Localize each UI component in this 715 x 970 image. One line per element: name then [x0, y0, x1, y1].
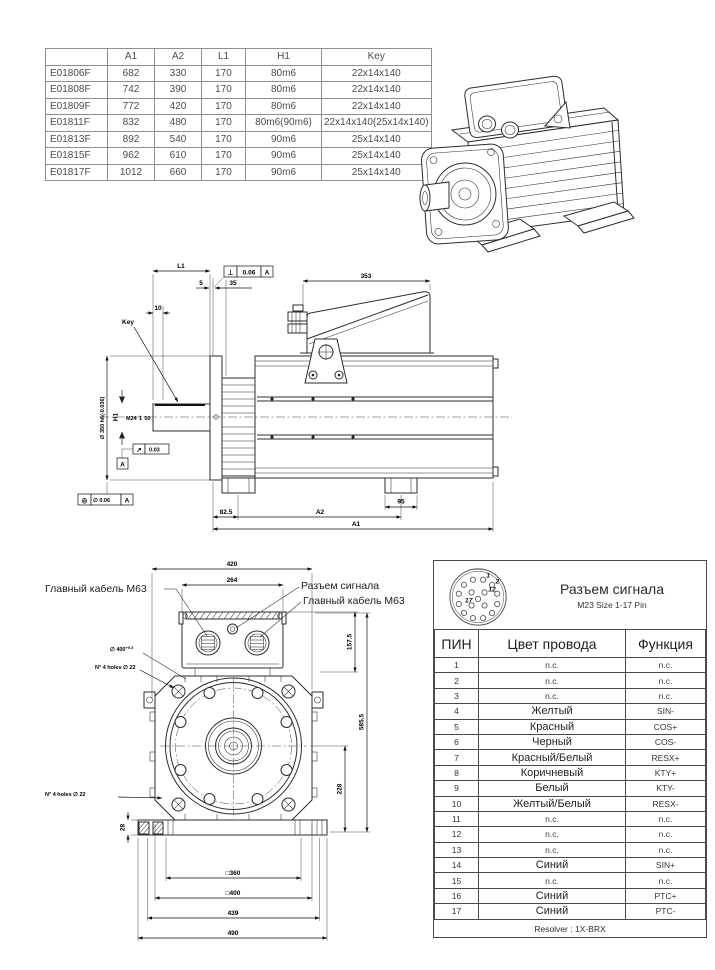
label-holes-bottom: N° 4 holes ∅ 22	[45, 792, 86, 798]
column-header: Key	[322, 49, 432, 66]
table-cell: n.c.	[479, 842, 626, 857]
iso-shaft	[420, 182, 449, 211]
concentricity-symbol: ◎	[81, 497, 88, 505]
side-view-drawing	[40, 256, 520, 548]
motor-isometric-drawing	[415, 70, 710, 265]
table-cell: COS-	[626, 734, 706, 749]
table-cell: PTC+	[626, 888, 706, 903]
connector-pin2-label: 2	[495, 577, 500, 585]
thread-spec: M24 ↧ 50	[126, 416, 151, 422]
table-cell: E01815F	[46, 148, 108, 165]
table-row	[435, 719, 706, 734]
column-header: Цвет провода	[479, 630, 626, 658]
label-holes-top: N° 4 holes ∅ 22	[95, 665, 136, 671]
table-cell: Коричневый	[479, 765, 626, 780]
table-cell: 17	[435, 904, 479, 919]
table-cell: 5	[435, 719, 479, 734]
table-cell: 10	[435, 796, 479, 811]
table-cell: n.c.	[626, 688, 706, 703]
label-signal-connector: Разъем сигнала	[301, 580, 380, 592]
table-cell: 22x14x140	[322, 98, 432, 115]
header-row	[46, 49, 432, 66]
table-cell: n.c.	[479, 873, 626, 888]
table-cell: 3	[435, 688, 479, 703]
dim-82-5: 82.5	[219, 509, 233, 516]
label-main-cable-right: Главный кабель M63	[303, 595, 405, 607]
table-cell: 170	[202, 148, 246, 165]
table-row	[435, 704, 706, 719]
table-cell: 90m6	[246, 148, 322, 165]
table-cell: Белый	[479, 781, 626, 796]
table-cell: KTY+	[626, 765, 706, 780]
table-cell: KTY-	[626, 781, 706, 796]
table-cell: n.c.	[626, 658, 706, 673]
dim-28: 28	[119, 823, 127, 832]
table-cell: Синий	[479, 904, 626, 919]
table-cell: E01806F	[46, 65, 108, 82]
table-cell: n.c.	[626, 827, 706, 842]
table-cell: 962	[108, 148, 155, 165]
dim-95: 95	[397, 498, 405, 506]
dim-a2: A2	[315, 509, 325, 516]
perpendicularity-symbol: ⊥	[227, 269, 234, 277]
table-row	[435, 673, 706, 688]
connector-title: Разъем сигнала	[559, 581, 665, 597]
table-row	[46, 98, 432, 115]
table-cell: RESX-	[626, 796, 706, 811]
column-header: H1	[246, 49, 322, 66]
dim-a1: A1	[351, 521, 361, 528]
table-cell: Желтый/Белый	[479, 796, 626, 811]
table-cell: E01809F	[46, 98, 108, 115]
dim-228: 228	[336, 783, 344, 795]
table-cell: SIN-	[626, 704, 706, 719]
table-row	[435, 904, 706, 919]
table-cell: 170	[202, 115, 246, 132]
table-cell: 832	[108, 115, 155, 132]
table-cell: Красный/Белый	[479, 750, 626, 765]
dim-420: 420	[226, 561, 238, 568]
dim-264: 264	[226, 577, 238, 584]
table-cell: 1	[435, 658, 479, 673]
table-cell: 170	[202, 82, 246, 99]
column-header: L1	[202, 49, 246, 66]
key-label: Key	[122, 319, 134, 326]
table-cell: 11	[435, 811, 479, 826]
dim-5: 5	[199, 280, 203, 287]
table-row	[46, 115, 432, 132]
header-row	[435, 630, 706, 658]
table-cell: E01813F	[46, 131, 108, 148]
table-cell: 610	[155, 148, 202, 165]
table-cell: n.c.	[626, 673, 706, 688]
pin-table	[434, 629, 706, 920]
table-cell: 330	[155, 65, 202, 82]
table-cell: 80m6	[246, 65, 322, 82]
table-cell: 7	[435, 750, 479, 765]
table-row	[435, 688, 706, 703]
front-junction-box	[179, 612, 286, 676]
table-cell: 90m6	[246, 164, 322, 181]
table-cell: 170	[202, 98, 246, 115]
table-row	[435, 873, 706, 888]
table-cell: 390	[155, 82, 202, 99]
table-row	[46, 148, 432, 165]
table-cell: 25x14x140	[322, 164, 432, 181]
label-spigot-diameter: ∅ $400^{+0.3}$	[110, 645, 134, 653]
table-cell: n.c.	[479, 658, 626, 673]
table-cell: n.c.	[479, 688, 626, 703]
table-cell: 892	[108, 131, 155, 148]
table-cell: n.c.	[626, 842, 706, 857]
table-row	[435, 658, 706, 673]
concentricity-value: ∅ 0.06	[93, 498, 111, 504]
connector-face-drawing	[438, 564, 520, 628]
table-cell: Желтый	[479, 704, 626, 719]
dim-10: 10	[154, 305, 162, 312]
dim-439: 439	[227, 910, 239, 917]
table-cell: 25x14x140	[322, 148, 432, 165]
table-cell: 15	[435, 873, 479, 888]
runout-symbol: ↗	[136, 447, 142, 454]
table-cell: E01811F	[46, 115, 108, 132]
table-row	[435, 842, 706, 857]
table-cell: 8	[435, 765, 479, 780]
table-cell: E01808F	[46, 82, 108, 99]
table-cell: 80m6	[246, 82, 322, 99]
table-row	[46, 65, 432, 82]
table-cell: 540	[155, 131, 202, 148]
side-junction-box	[288, 292, 434, 353]
spec-table	[45, 48, 432, 181]
connector-pin1-label: 1	[486, 572, 491, 580]
table-cell: 9	[435, 781, 479, 796]
table-cell: 170	[202, 164, 246, 181]
column-header: ПИН	[435, 630, 479, 658]
table-cell: E01817F	[46, 164, 108, 181]
signal-connector-panel	[433, 560, 707, 938]
connector-header	[434, 561, 706, 629]
table-cell: 22x14x140	[322, 65, 432, 82]
table-cell: Красный	[479, 719, 626, 734]
dim-h1: H1	[112, 412, 120, 422]
dim-490: 490	[227, 930, 239, 937]
perpendicularity-value: 0.06	[242, 269, 256, 277]
datum-a: A	[120, 461, 125, 469]
dim-353: 353	[360, 273, 372, 280]
table-cell: 480	[155, 115, 202, 132]
table-cell: 1012	[108, 164, 155, 181]
table-cell: 12	[435, 827, 479, 842]
connector-pin17-label: 17	[464, 596, 473, 604]
table-cell: 13	[435, 842, 479, 857]
table-cell: n.c.	[479, 673, 626, 688]
perpendicularity-datum: A	[264, 269, 270, 277]
table-cell: n.c.	[626, 873, 706, 888]
connector-subtitle: M23 Size 1-17 Pin	[577, 600, 647, 610]
table-cell: 4	[435, 704, 479, 719]
resolver-note: Resolver : 1X-BRX	[534, 923, 606, 934]
concentricity-datum: A	[124, 497, 130, 505]
table-row	[46, 164, 432, 181]
table-cell: 25x14x140	[322, 131, 432, 148]
table-row	[435, 781, 706, 796]
table-cell: 6	[435, 734, 479, 749]
table-cell: 2	[435, 673, 479, 688]
table-cell: 170	[202, 65, 246, 82]
dim-l1: L1	[177, 263, 185, 270]
table-cell: 772	[108, 98, 155, 115]
front-flange	[144, 676, 323, 820]
dim-360: □360	[225, 870, 241, 877]
table-cell: 80m6(90m6)	[246, 115, 322, 132]
table-cell: 420	[155, 98, 202, 115]
table-cell: 80m6	[246, 98, 322, 115]
table-cell: 14	[435, 858, 479, 873]
table-cell: RESX+	[626, 750, 706, 765]
table-row	[435, 734, 706, 749]
table-row	[435, 827, 706, 842]
column-header: A2	[155, 49, 202, 66]
dim-shaft-diameter: ∅ 350 h6(-0.036)	[100, 396, 106, 440]
column-header	[46, 49, 108, 66]
column-header: A1	[108, 49, 155, 66]
column-header: Функция	[626, 630, 706, 658]
dim-157-5: 157.5	[346, 633, 354, 651]
table-cell: COS+	[626, 719, 706, 734]
dim-35: 35	[229, 280, 237, 287]
table-cell: 22x14x140	[322, 82, 432, 99]
table-cell: 90m6	[246, 131, 322, 148]
table-row	[435, 858, 706, 873]
table-cell: n.c.	[479, 827, 626, 842]
table-cell: 170	[202, 131, 246, 148]
table-cell: 682	[108, 65, 155, 82]
table-cell: SIN+	[626, 858, 706, 873]
table-cell: PTC-	[626, 904, 706, 919]
table-cell: 16	[435, 888, 479, 903]
table-cell: Черный	[479, 734, 626, 749]
table-row	[435, 765, 706, 780]
dim-400: □400	[225, 890, 241, 897]
table-cell: Синий	[479, 888, 626, 903]
table-row	[435, 750, 706, 765]
connector-pin12-label: 12	[488, 586, 496, 594]
table-row	[46, 82, 432, 99]
table-cell: 660	[155, 164, 202, 181]
label-main-cable-left: Главный кабель M63	[45, 583, 147, 595]
front-view-drawing	[40, 553, 440, 953]
table-row	[435, 888, 706, 903]
table-row	[435, 796, 706, 811]
table-row	[46, 131, 432, 148]
runout-value: 0.03	[149, 447, 160, 454]
table-cell: n.c.	[626, 811, 706, 826]
front-base	[138, 820, 327, 835]
dim-585-5: 585.5	[358, 713, 366, 731]
table-cell: 22x14x140(25x14x140)	[322, 115, 432, 132]
table-cell: Синий	[479, 858, 626, 873]
table-cell: 742	[108, 82, 155, 99]
table-row	[435, 811, 706, 826]
table-cell: n.c.	[479, 811, 626, 826]
